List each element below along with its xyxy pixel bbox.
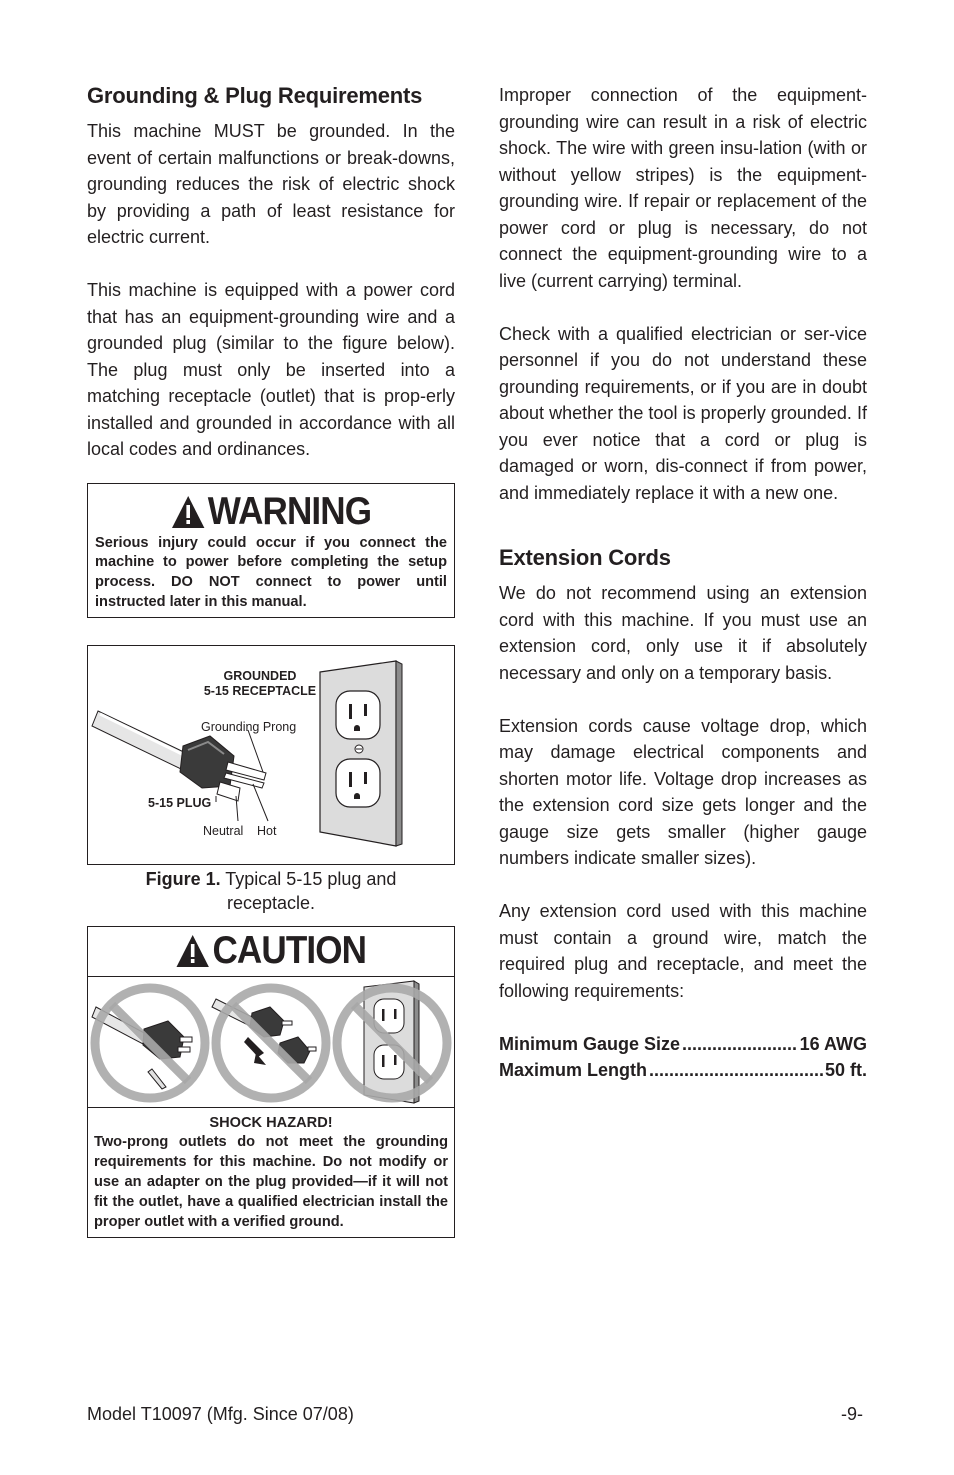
section-heading-grounding: Grounding & Plug Requirements	[87, 83, 423, 108]
figure-caption-text: Typical 5-15 plug and receptacle.	[225, 868, 397, 913]
right-column	[499, 80, 867, 1084]
prohibited-two-prong-outlet-icon	[337, 981, 447, 1103]
spec-min-gauge	[499, 1031, 867, 1058]
paragraph: Improper connection of the equipment-grounding wire can result in a risk of electric shock. The wire with green insu-lation (with or without yellow stripes) is the equipment-grounding wire. If repair or replacement of the power cord or plug is necessary, do not connect the equipment-grounding wire to a live (current carrying) terminal.	[499, 85, 867, 291]
figure-plug-receptacle	[87, 645, 455, 865]
figure-caption	[87, 867, 455, 915]
leader-dots	[682, 1031, 798, 1058]
paragraph: Any extension cord used with this machine must contain a ground wire, match the required plug and receptacle, and meet the following requirements:	[499, 901, 867, 1001]
caution-triangle-icon	[176, 934, 210, 968]
spec-value: 50 ft.	[824, 1060, 867, 1080]
label-grounding-prong: Grounding Prong	[201, 719, 297, 734]
paragraph: Check with a qualified electrician or ser-vice personnel if you do not understand these grounding requirements, or if you are in doubt about whether the tool is properly grounded. If you ever notice that a cord or plug is damaged or worn, dis-connect if from power, and immediately replace it with a new one.	[499, 323, 867, 503]
paragraph: This machine is equipped with a power cord that has an equipment-grounding wire and a grounded plug (similar to the figure below). The plug must only be inserted into a matching receptacle (outlet) that is prop-erly installed and grounded in accordance with all local codes and ordinances.	[87, 280, 455, 459]
caution-title: CAUTION	[212, 929, 367, 973]
caution-body	[88, 1108, 454, 1238]
prohibited-adapter-icon	[212, 988, 326, 1098]
left-column	[87, 80, 455, 1238]
warning-text: Serious injury could occur if you connect the machine to power before completing the setup process. DO NOT connect to power until instructed later in this manual.	[95, 534, 447, 610]
label-hot: Hot	[257, 823, 277, 838]
plug-receptacle-illustration	[88, 646, 454, 864]
caution-subtitle: SHOCK HAZARD!	[209, 1114, 333, 1131]
paragraph: This machine MUST be grounded. In the event of certain malfunctions or break-downs, grounding reduces the risk of electric shock by providing a path of least resistance for electric current.	[87, 121, 455, 247]
prohibited-removed-prong-icon	[92, 988, 205, 1098]
paragraph: We do not recommend using an extension cord with this machine. If you must use an extension cord, only use it if absolutely necessary and only on a temporary basis.	[499, 583, 867, 683]
footer-model: Model T10097 (Mfg. Since 07/08)	[87, 1404, 354, 1424]
spec-label: Maximum Length	[499, 1060, 648, 1080]
label-receptacle: 5-15 RECEPTACLE	[203, 683, 317, 698]
leader-dots	[649, 1057, 823, 1084]
spec-value: 16 AWG	[799, 1033, 867, 1054]
caution-box	[87, 926, 455, 1239]
figure-caption-number: Figure 1.	[145, 868, 221, 889]
caution-illustration	[88, 977, 454, 1108]
spec-max-length	[499, 1057, 867, 1084]
warning-box	[87, 483, 455, 618]
footer-page-number: -9-	[841, 1404, 863, 1424]
section-heading-extension-cords: Extension Cords	[499, 545, 671, 570]
caution-header	[88, 927, 454, 977]
warning-title: WARNING	[207, 489, 372, 533]
label-grounded: GROUNDED	[223, 668, 297, 683]
caution-text: Two-prong outlets do not meet the grounding requirements for this machine. Do not modify or use an adapter on the plug provided—if it will not fit the outlet, have a qualified electrician install the proper outlet with a verified ground.	[94, 1134, 448, 1230]
spec-label: Minimum Gauge Size	[499, 1033, 681, 1054]
paragraph: Extension cords cause voltage drop, which may damage electrical components and shorten motor life. Voltage drop increases as the extension cord size gets longer and the gauge size gets smaller (higher gauge numbers indicate smaller sizes).	[499, 715, 867, 868]
warning-header	[113, 489, 430, 533]
label-neutral: Neutral	[203, 823, 244, 838]
label-plug: 5-15 PLUG	[148, 795, 212, 810]
warning-triangle-icon	[171, 495, 205, 529]
